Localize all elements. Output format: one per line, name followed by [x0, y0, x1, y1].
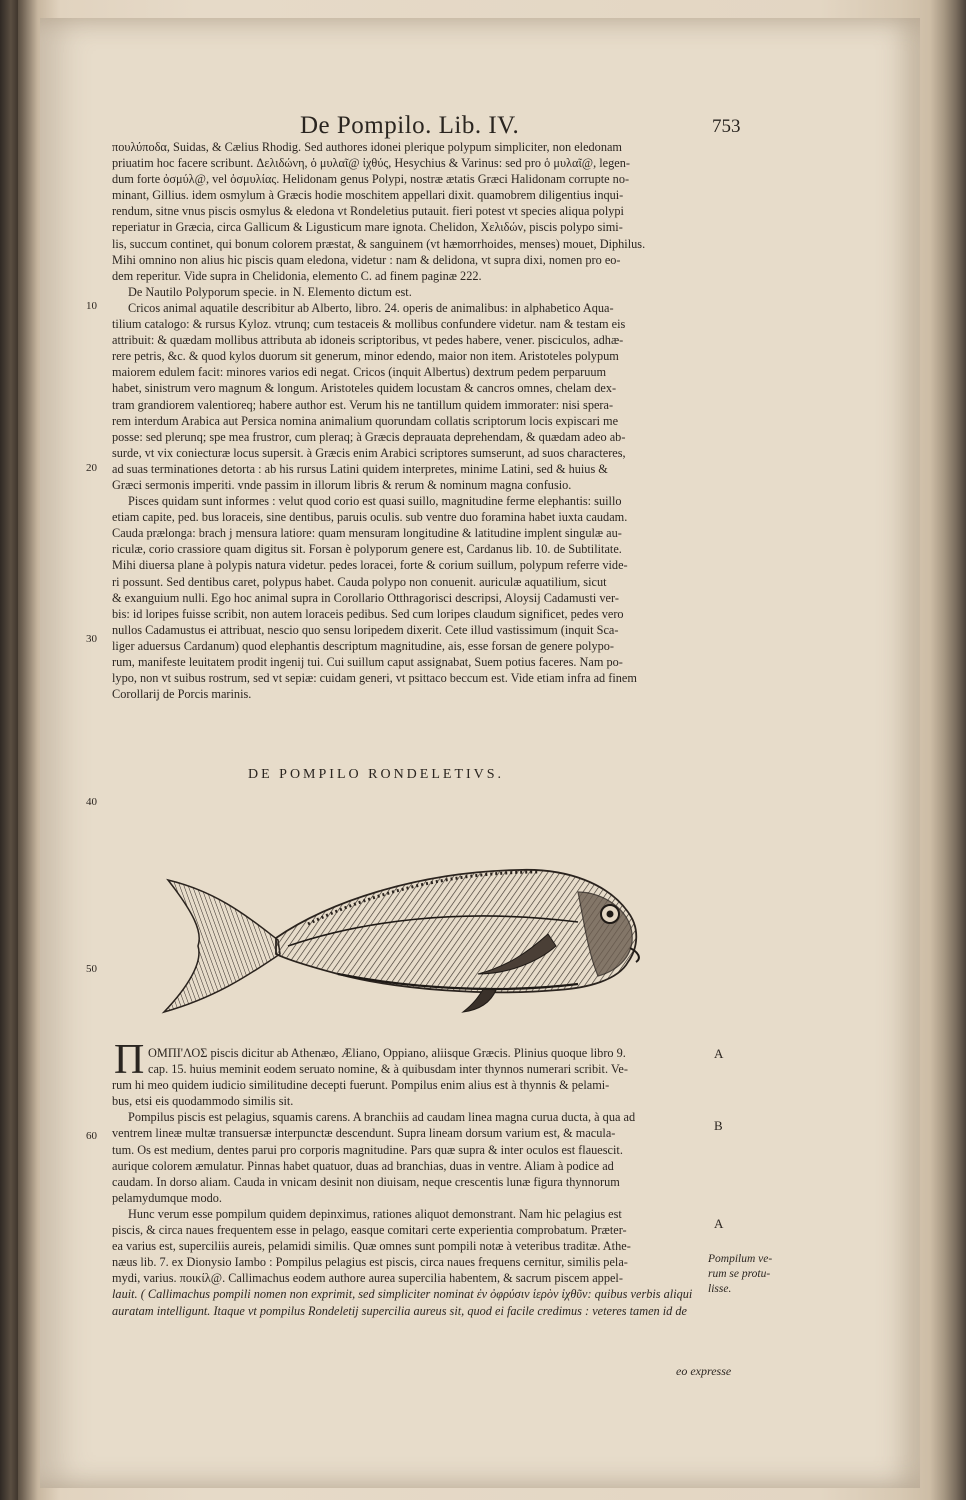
- text-line: aurique colorem æmulatur. Pinnas habet quatuor, duas ad branchias, duas in ventre. Aliam à podice ad: [112, 1158, 614, 1173]
- text-line: surde, vt vix coniecturæ locus supersit. à Græcis enim Arabici scriptores sumserunt, ad suos characteres,: [112, 445, 626, 460]
- text-line: ΟΜΠΙ'ΛΟΣ piscis dicitur ab Athenæo, Æliano, Oppiano, aliisque Græcis. Plinius quoque libro 9.: [148, 1046, 626, 1060]
- margin-line-number: 30: [86, 633, 97, 645]
- text-line: posse: sed plerunq; spe mea frustror, cum pleraq; à Græcis deprauata deprehendam, & quædam adeo ab-: [112, 429, 626, 444]
- text-line: minant, Gillius. idem osmylum à Græcis hodie moschitem appellari dixit. quamobrem diligentius inqui-: [112, 188, 624, 203]
- text-line: Græci sermonis imperiti. vnde passim in illorum libris & rerum & nominum magna confusio.: [112, 477, 572, 492]
- text-line: tram grandiorem valentioreq; habere author est. Verum his ne tantillum quidem immorater: nisi spera-: [112, 397, 614, 412]
- text-line: ri possunt. Sed dentibus caret, polypus habet. Cauda polypo non conuenit. auriculæ aquatilium, sicut: [112, 574, 607, 589]
- text-line: auratam intelligunt. Itaque vt pompilus Rondeletij supercilia aureus sit, quod ei facile credimus : veteres tamen id de: [112, 1303, 688, 1318]
- text-line: πουλύποδα, Suidas, & Cælius Rhodig. Sed authores idonei plerique polypum simpliciter, non eledonam: [112, 140, 622, 154]
- margin-letter: B: [714, 1118, 723, 1133]
- text-line: liger aduersus Cardanum) quod elephantis descriptum magnitudine, ais, esse forsan de genere polypo-: [112, 638, 614, 653]
- fish-drawing: [158, 862, 650, 1022]
- drop-capital: Π: [114, 1037, 145, 1083]
- margin-letter: A: [714, 1046, 724, 1061]
- text-line: tilium catalogo: & rursus Kyloz. vtrunq; cum testaceis & mollibus confundere videtur. nam & testam eis: [112, 317, 626, 332]
- text-line: næus lib. 7. ex Dionysio Iambo : Pompilus pelagius est piscis, circa naues frequens cernitur, similis pela-: [112, 1255, 628, 1270]
- text-line: pelamydumque modo.: [112, 1190, 222, 1205]
- marginal-note-line: lisse.: [708, 1283, 732, 1295]
- text-line: Hunc verum esse pompilum quidem depinximus, rationes aliquot demonstrant. Nam hic pelagius est: [128, 1206, 622, 1221]
- text-line: piscis, & circa naues frequentem esse in pelago, easque comitari certe experientia comprobatum. Præter-: [112, 1223, 627, 1238]
- text-line: Mihi diuersa plane à polypis natura videtur. pedes loracei, forte & corium suillum, polypum referre vide-: [112, 558, 628, 573]
- catchword: eo expresse: [676, 1364, 732, 1378]
- text-line: rum, manifeste leuitatem prodit ingenij tui. Cui suillum caput assignabat, Suem potius faceres. Nam po-: [112, 655, 623, 669]
- text-line: rere petris, &c. & quod kylos duorum sit generum, minor edendo, maior non item. Aristoteles polypum: [112, 349, 619, 364]
- text-line: lypo, non vt suibus rostrum, sed vt sepiæ: cuidam generi, vt psittaco beccum est. Vide etiam infra ad finem: [112, 671, 637, 686]
- text-line: Cricos animal aquatile describitur ab Alberto, libro. 24. operis de animalibus: in alphabetico Aqua-: [128, 300, 614, 315]
- text-line: maiorem edulem facit: minores varios edi negat. Cricos (inquit Albertus) dextrum pedem perparuum: [112, 365, 607, 380]
- text-line: ad suas terminationes detorta : ab his rursus Latini quidem interpretes, minime Latini, sed & huius &: [112, 461, 608, 476]
- text-line: lauit. ( Callimachus pompili nomen non exprimit, sed simpliciter nominat ἐν ὀφρύσιν ἱερὸν ἰχθῦν: quibus verbis aliqui: [112, 1287, 693, 1302]
- page-number: 753: [712, 116, 741, 137]
- text-line: ventrem lineæ multæ transuersæ interpunctæ descendunt. Supra lineam dorsum varium est, & macula-: [112, 1126, 616, 1141]
- section-heading-text: DE POMPILO RONDELETIVS.: [248, 767, 505, 782]
- marginal-note-line: rum se protu-: [708, 1268, 771, 1280]
- text-line: Pisces quidam sunt informes : velut quod corio est quasi suillo, magnitudine ferme elephantis: suillo: [128, 494, 622, 509]
- margin-line-number: 20: [86, 462, 97, 474]
- text-line: Pompilus piscis est pelagius, squamis carens. A branchiis ad caudam linea magna curua ducta, à qua ad: [128, 1110, 636, 1125]
- text-line: priuatim hoc facere scribunt. Δελιδώνη, ὁ μυλαῖ@ ἰχθύς, Hesychius & Varinus: sed pro ὁ μυλαῖ@, legen-: [112, 156, 630, 171]
- nautilo-paragraph: De Nautilo Polyporum specie. in N. Elemento dictum est.: [128, 284, 412, 299]
- book-spine: [0, 0, 18, 1500]
- text-line: bus, etsi eis quodammodo similis sit.: [112, 1094, 294, 1109]
- text-line: habet, sinistrum vero magnum & longum. Aristoteles quidem locustam & cancros omnes, chelam dex-: [112, 381, 617, 396]
- text-line: Corollarij de Porcis marinis.: [112, 687, 252, 702]
- text-line: riculæ, corio crassiore quam digitus sit. Forsan è polyporum genere est, Cardanus lib. 10. de Subtilitate.: [112, 542, 622, 557]
- text-line: dum forte ὀσμύλ@, vel ὀσμυλίας. Helidonam genus Polypi, nostræ ætatis Græci Halidonam corrupte no-: [112, 172, 630, 187]
- margin-line-number: 50: [86, 963, 97, 975]
- text-line: nullos Cadamustus ei attribuat, nescio quo sensu loripedem dixerit. Cete illud vastissimum (inquit Sca-: [112, 622, 619, 637]
- text-line: attribuit: & quædam mollibus attributa ab idoneis scriptoribus, vt pedes habere, vener. pisciculos, adhæ-: [112, 333, 624, 348]
- text-block-top: [112, 139, 722, 702]
- text-line: mydi, varius. ποικίλ@. Callimachus eodem authore aurea supercilia habentem, & sacrum piscem appel-: [112, 1271, 623, 1286]
- marginal-note: [708, 1252, 792, 1297]
- text-line: bis: id loripes fuisse scribit, non autem loraceis pedibus. Sed cum loripes claudum significet, pedes vero: [112, 606, 624, 621]
- margin-line-number: 40: [86, 796, 97, 808]
- margin-line-number: 10: [86, 300, 97, 312]
- marginal-note-line: Pompilum ve-: [708, 1253, 773, 1265]
- text-line: etiam capite, ped. bus loraceis, sine dentibus, paruis oculis. sub ventre duo foramina habet iuxta caudam.: [112, 510, 628, 525]
- text-line: Cauda prælonga: brach j mensura latiore: quam mensuram longitudine & latitudine implent singulæ au-: [112, 526, 622, 541]
- text-block-bottom: [112, 1045, 708, 1319]
- text-line: cap. 15. huius meminit eodem seruato nomine, & à quibusdam inter thynnos numerari scribit. Ve-: [148, 1062, 628, 1077]
- text-line: rem interdum Arabica aut Persica nomina animalium quorundam collatis scriptorum locis expiscari me: [112, 413, 619, 428]
- running-title: De Pompilo. Lib. IV.: [300, 112, 520, 139]
- text-line: ea varius est, superciliis aureis, pelamidi similis. Quæ omnes sunt pompili notæ à veteribus traditæ. Athe-: [112, 1239, 631, 1254]
- text-line: caudam. In dorso aliam. Cauda in vnicam desinit non diuisam, neque crescentis lunæ figura thynnorum: [112, 1174, 620, 1189]
- text-line: lis, succum continet, qui bonum colorem præstat, & sanguinem (vt hæmorrhoides, menses) mouet, Diphilus.: [112, 236, 646, 251]
- text-line: rum hi meo quidem iudicio similitudine decepti fuerunt. Pompilus enim alius est à thynnis & pelami-: [112, 1078, 610, 1093]
- margin-line-number: 60: [86, 1130, 97, 1142]
- text-line: & exanguium nulli. Ego hoc animal supra in Corollario Otthragorisci descripsi, Aloysij Cadamusti ver-: [112, 590, 619, 605]
- text-line: rendum, sitne vnus piscis osmylus & eledona vt Rondeletius putauit. fieri potest vt species aliqua polypi: [112, 204, 624, 219]
- section-heading: [0, 767, 966, 789]
- fish-woodcut-illustration: [158, 862, 650, 1022]
- text-line: dem reperitur. Vide supra in Chelidonia, elemento C. ad finem paginæ 222.: [112, 268, 482, 283]
- text-line: tum. Os est medium, dentes parui pro corporis magnitudine. Pars quæ supra & inter oculos est flauescit.: [112, 1142, 623, 1157]
- margin-letter: A: [714, 1216, 724, 1231]
- text-line: Mihi omnino non alius hic piscis quam eledona, videtur : nam & delidona, vt supra dixi, nomen pro eo-: [112, 252, 621, 267]
- text-line: reperiatur in Græcia, circa Gallicum & Ligusticum mare ignota. Chelidon, Χελιδών, piscis polypo simi-: [112, 220, 623, 235]
